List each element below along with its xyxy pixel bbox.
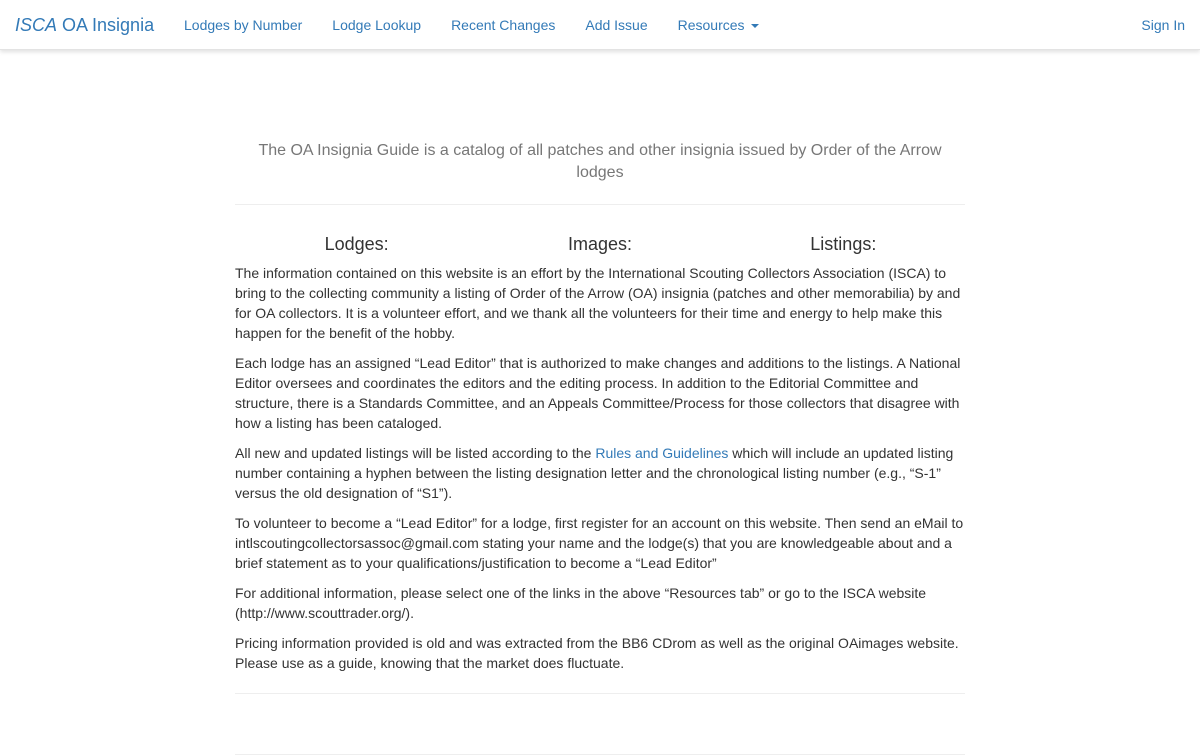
stat-lodges: Lodges: [324,234,389,254]
stats-row [235,233,965,255]
rules-and-guidelines-link[interactable]: Rules and Guidelines [595,445,729,461]
paragraph-isca-effort: The information contained on this website is an effort by the International Scouting Collectors Association (ISCA) to bring to the collecting community a listing of Order of the Arrow (OA) insignia (patches and other memorabilia) by and for OA collectors. It is a volunteer effort, and we thank all the volunteers for their time and energy to help make this happen for the benefit of the hobby. [235,265,961,341]
paragraph-lead-editor: Each lodge has an assigned “Lead Editor” that is authorized to make changes and additions to the listings. A National Editor oversees and coordinates the editors and the editing process. In addition to the Editorial Committee and structure, there is a Standards Committee, and an Appeals Committee/Process for those collectors that disagree with how a listing has been cataloged. [235,355,961,431]
stat-images: Images: [567,234,632,254]
paragraph-volunteer: To volunteer to become a “Lead Editor” for a lodge, first register for an account on this website. Then send an eMail to intlscoutingcollectorsassoc@gmail.com stating your name and the lodge(s) that you are knowledgeable about and a brief statement as to your qualifications/justification to become a “Lead Editor” [235,515,964,571]
top-navbar [0,0,1200,50]
intro-content [235,263,965,673]
paragraph-additional-info: For additional information, please select one of the links in the above “Resources tab” or go to the ISCA website (http://www.scouttrader.org/). [235,585,927,621]
paragraph-rules-after: which will include an updated listing number containing a hyphen between the listing designation letter and the chronological listing number (e.g., “S-1” versus the old designation of “S1”). [235,445,954,501]
sign-in-link[interactable]: Sign In [1141,17,1185,33]
caret-down-icon [751,24,759,28]
main-nav [169,0,774,50]
nav-item [169,0,317,50]
paragraph-rules-before: All new and updated listings will be listed according to the [235,445,596,461]
paragraph-rules [235,443,965,503]
main-container [235,50,965,755]
brand-prefix: ISCA [15,15,58,35]
brand-suffix: OA Insignia [57,15,155,35]
divider [235,693,965,694]
nav-item [317,0,436,50]
nav-add-issue[interactable]: Add Issue [585,17,648,33]
stat-listings: Listings: [810,234,877,254]
nav-item [436,0,570,50]
lead-text: The OA Insignia Guide is a catalog of all patches and other insignia issued by Order of the Arrow lodges [258,142,942,181]
nav-item [570,0,662,50]
nav-resources-label: Resources [677,17,745,33]
nav-recent-changes[interactable]: Recent Changes [451,17,556,33]
nav-item [663,0,774,50]
paragraph-pricing: Pricing information provided is old and was extracted from the BB6 CDrom as well as the original OAimages website. Please use as a guide, knowing that the market does fluctuate. [235,635,959,671]
nav-resources-dropdown[interactable] [663,0,774,50]
brand-link[interactable] [15,0,154,50]
divider [235,204,965,205]
nav-lodges-by-number[interactable]: Lodges by Number [184,17,303,33]
nav-lodge-lookup[interactable]: Lodge Lookup [332,17,422,33]
